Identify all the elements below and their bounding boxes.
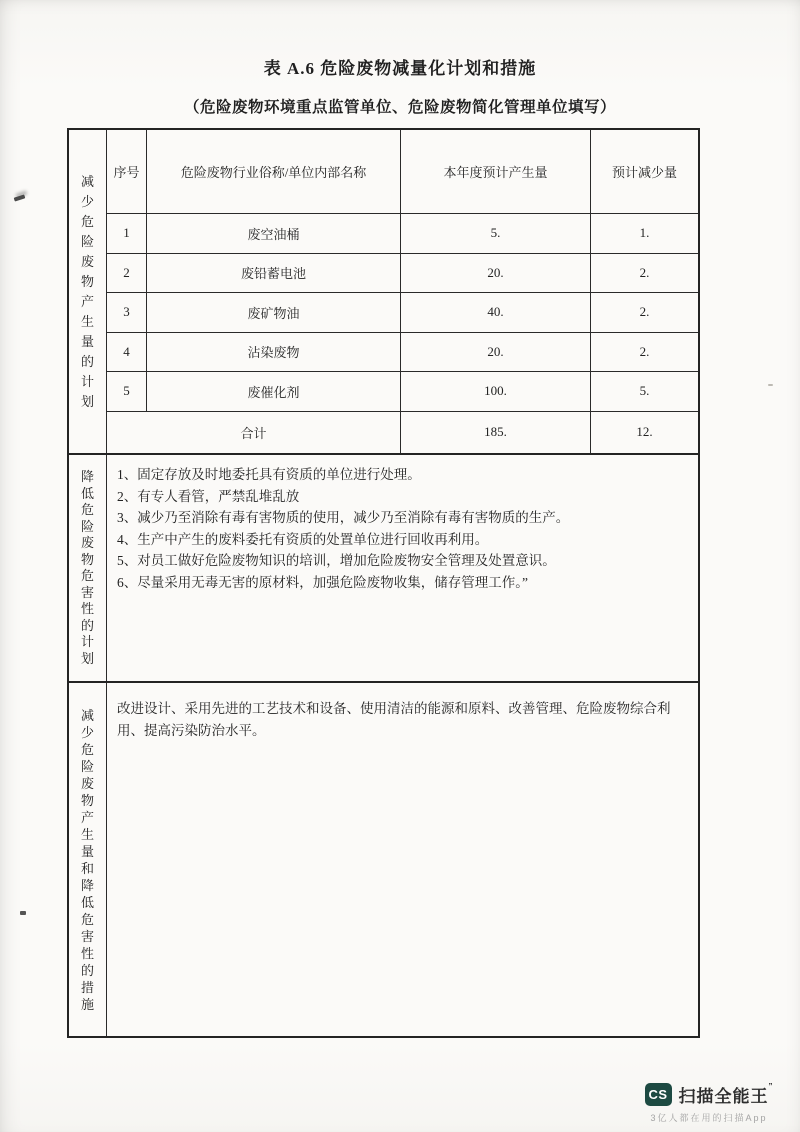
cell-no: 1 [107, 214, 147, 253]
camscanner-app-name: 扫描全能王” [678, 1082, 774, 1106]
cell-reduced: 2. [639, 343, 650, 359]
section2-side-cell [69, 455, 107, 681]
cell-no: 4 [107, 333, 147, 372]
measure-list [107, 455, 698, 681]
cell-produced: 5. [401, 214, 591, 253]
cell-waste-name: 废矿物油 [147, 293, 401, 332]
table-row [107, 372, 698, 412]
cell-no: 2 [107, 254, 147, 293]
cell-reduced: 2. [639, 264, 650, 280]
measure-line: 6、尽量采用无毒无害的原材料，加强危险废物收集，储存管理工作。” [117, 574, 528, 590]
header-waste-name: 危险废物行业俗称/单位内部名称 [147, 130, 401, 213]
scan-speck [768, 384, 773, 386]
hazardous-waste-table [67, 128, 700, 1038]
cell-waste-name: 废催化剂 [147, 372, 401, 411]
section1-side-label: 减少危险废物产生量的计划 [80, 173, 94, 409]
section3-side-label: 减少危险废物产生量和降低危害性的措施 [80, 707, 94, 1012]
measure-line: 5、对员工做好危险废物知识的培训，增加危险废物安全管理及处置意识。 [117, 553, 556, 568]
table-row [107, 333, 698, 373]
cell-reduced: 1. [639, 225, 650, 241]
cell-reduced: 2. [639, 304, 650, 320]
table-row [107, 214, 698, 254]
cell-total-produced: 185. [401, 412, 591, 454]
cell-produced: 20. [401, 333, 591, 372]
cell-no: 3 [107, 293, 147, 332]
section-overall-measures [69, 683, 698, 1036]
section2-side-label: 降低危险废物危害性的计划 [80, 469, 94, 666]
page-title: 表 A.6 危险废物减量化计划和措施 [263, 59, 537, 78]
header-no: 序号 [107, 130, 147, 213]
scan-speck [20, 911, 26, 915]
header-produced: 本年度预计产生量 [401, 130, 591, 213]
trademark-mark: ” [768, 1082, 774, 1091]
scan-speck [14, 194, 26, 201]
measure-line: 3、减少乃至消除有毒有害物质的使用，减少乃至消除有毒有害物质的生产。 [117, 510, 570, 525]
cell-produced: 20. [401, 254, 591, 293]
measure-line: 1、固定存放及时地委托具有资质的单位进行处理。 [117, 467, 421, 482]
measure-line: 4、生产中产生的废料委托有资质的处置单位进行回收再利用。 [117, 531, 489, 547]
measure-line: 2、有专人看管，严禁乱堆乱放 [117, 488, 300, 504]
cell-waste-name: 沾染废物 [147, 333, 401, 372]
cell-no: 5 [107, 372, 147, 411]
cell-waste-name: 废空油桶 [147, 214, 401, 253]
header-reduced: 预计减少量 [611, 165, 677, 180]
table-header-row [107, 130, 698, 214]
section2-body [107, 455, 698, 681]
camscanner-watermark [624, 1082, 794, 1124]
cell-produced: 100. [401, 372, 591, 411]
cell-total-reduced: 12. [636, 424, 653, 440]
page-subtitle: （危险废物环境重点监管单位、危险废物简化管理单位填写） [183, 99, 616, 116]
section3-body [107, 683, 698, 1036]
cell-reduced: 5. [639, 383, 650, 399]
cell-total-label: 合计 [107, 412, 401, 454]
measures-paragraph: 改进设计、采用先进的工艺技术和设备、使用清洁的能源和原料、改善管理、危险废物综合利用、提高污染防治水平。 [117, 701, 671, 738]
table-row [107, 293, 698, 333]
cell-produced: 40. [401, 293, 591, 332]
table-row [107, 254, 698, 294]
section1-body [107, 130, 698, 453]
cell-waste-name: 废铅蓄电池 [147, 254, 401, 293]
section-reduction-plan [69, 130, 698, 455]
table-total-row [107, 412, 698, 454]
section3-side-cell [69, 683, 107, 1036]
camscanner-tagline: 3亿人都在用的扫描App [650, 1113, 768, 1123]
section-hazard-lowering-plan [69, 455, 698, 683]
camscanner-logo-icon: CS [645, 1083, 672, 1106]
section1-side-cell [69, 130, 107, 453]
